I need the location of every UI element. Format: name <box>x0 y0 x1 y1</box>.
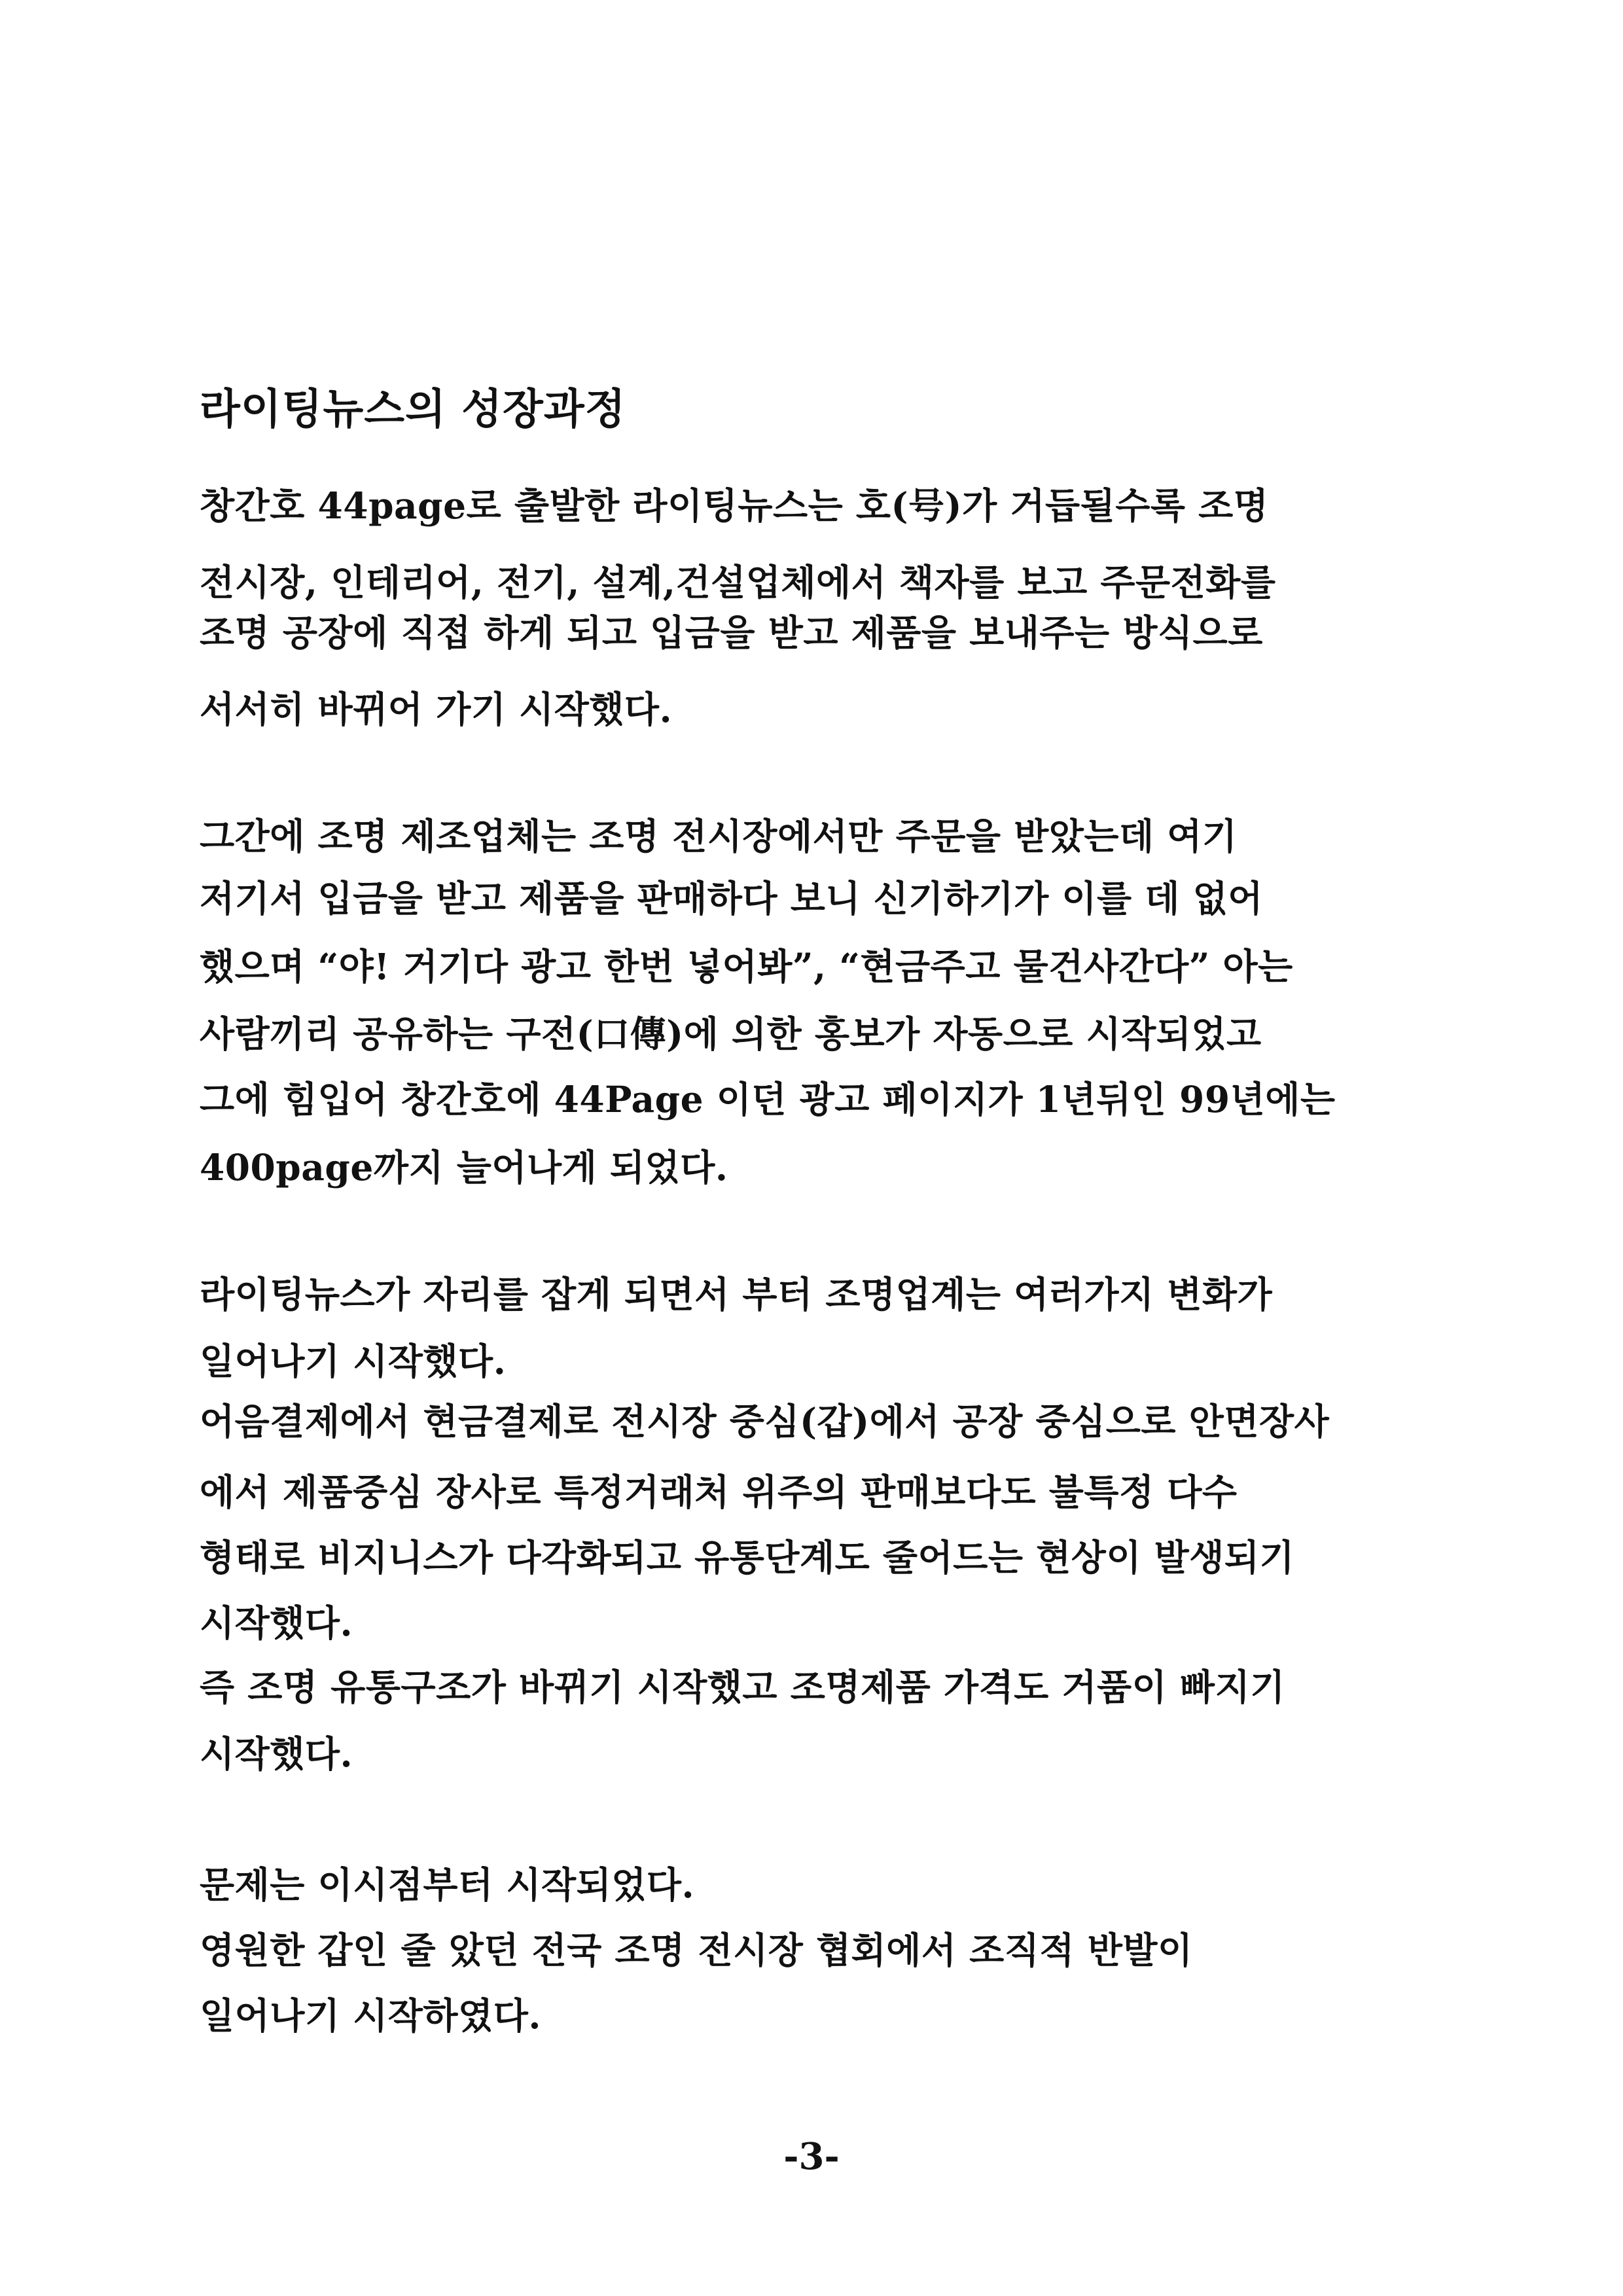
paragraph-3-line-1: 라이팅뉴스가 자리를 잡게 되면서 부터 조명업계는 여러가지 변화가 <box>200 1273 1273 1316</box>
paragraph-4-line-2: 영원한 갑인 줄 았던 전국 조명 전시장 협회에서 조직적 반발이 <box>200 1929 1193 1971</box>
paragraph-3-line-4: 에서 제품중심 장사로 특정거래처 위주의 판매보다도 불특정 다수 <box>200 1471 1238 1513</box>
paragraph-3-line-5: 형태로 비지니스가 다각화되고 유통단계도 줄어드는 현상이 발생되기 <box>200 1536 1295 1579</box>
paragraph-3-line-6: 시작했다. <box>200 1602 353 1644</box>
paragraph-3-line-2: 일어나기 시작했다. <box>200 1340 507 1382</box>
paragraph-2-line-2: 저기서 입금을 받고 제품을 판매하다 보니 신기하기가 이를 데 없어 <box>200 877 1263 920</box>
paragraph-2-line-3: 했으며 “야! 거기다 광고 한번 넣어봐”, “현금주고 물건사간다” 아는 <box>200 945 1293 988</box>
paragraph-4-line-3: 일어나기 시작하였다. <box>200 1994 541 2037</box>
paragraph-3-line-3: 어음결제에서 현금결제로 전시장 중심(갑)에서 공장 중심으로 안면장사 <box>200 1400 1330 1443</box>
paragraph-3-line-7: 즉 조명 유통구조가 바뀌기 시작했고 조명제품 가격도 거품이 빠지기 <box>200 1666 1285 1708</box>
paragraph-1-line-1: 창간호 44page로 출발한 라이팅뉴스는 호(号)가 거듭될수록 조명 <box>200 484 1269 527</box>
page-number: -3- <box>783 2135 840 2178</box>
paragraph-4-line-1: 문제는 이시점부터 시작되었다. <box>200 1863 695 1906</box>
paragraph-1-line-3: 조명 공장에 직접 하게 되고 입금을 받고 제품을 보내주는 방식으로 <box>200 611 1263 654</box>
paragraph-3-line-8: 시작했다. <box>200 1732 353 1775</box>
paragraph-1-line-4: 서서히 바뀌어 가기 시작했다. <box>200 688 673 730</box>
paragraph-1-line-2: 전시장, 인테리어, 전기, 설계,건설업체에서 책자를 보고 주문전화를 <box>200 561 1276 603</box>
section-heading: 라이팅뉴스의 성장과정 <box>200 385 626 434</box>
paragraph-2-line-5: 그에 힘입어 창간호에 44Page 이던 광고 페이지가 1년뒤인 99년에는 <box>200 1078 1336 1121</box>
paragraph-2-line-1: 그간에 조명 제조업체는 조명 전시장에서만 주문을 받았는데 여기 <box>200 815 1238 857</box>
paragraph-2-line-6: 400page까지 늘어나게 되었다. <box>200 1146 728 1189</box>
paragraph-2-line-4: 사람끼리 공유하는 구전(口傳)에 의한 홍보가 자동으로 시작되었고 <box>200 1013 1262 1055</box>
